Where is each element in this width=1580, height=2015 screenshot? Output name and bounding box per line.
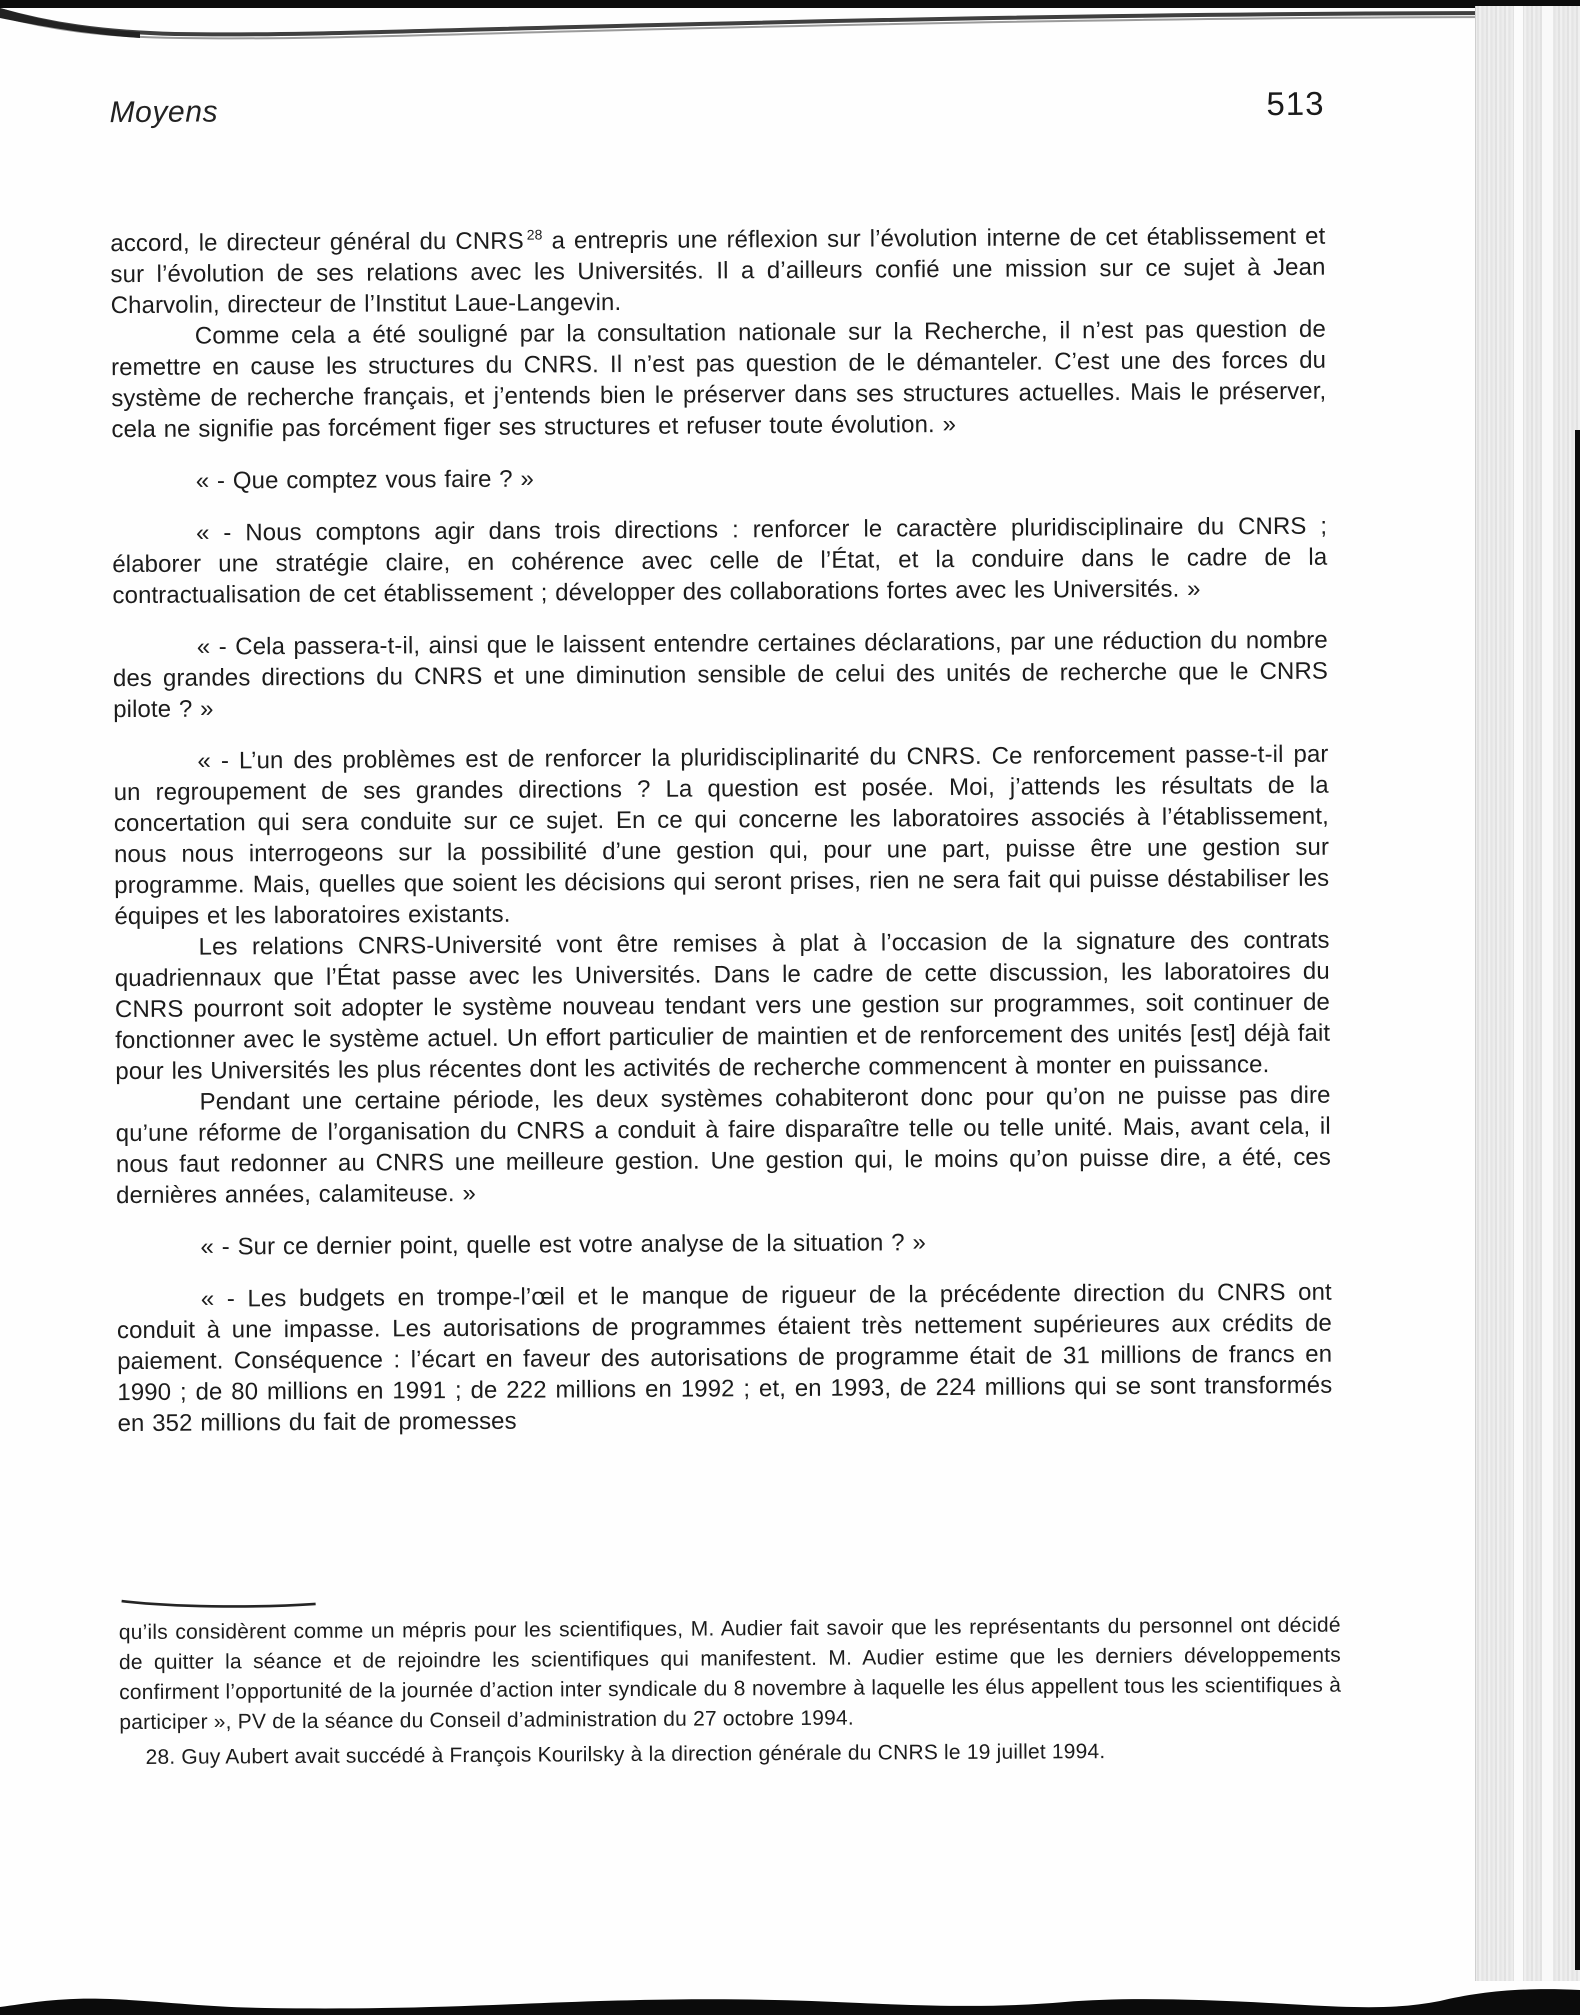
paragraph: « - Cela passera-t-il, ainsi que le laissent entendre certaines déclarations, par une réduction du nombre des grandes directions du CNRS et une diminution sensible de celui des unités de recherche que le CNRS pilote ? »: [112, 626, 1329, 724]
paragraph: Pendant une certaine période, les deux systèmes cohabiteront donc pour qu’on ne puisse pas dire qu’une réforme de l’organisation du CNRS a conduit à faire disparaître telle ou telle unité. Mais, avant cela, il nous faut redonner au CNRS une meilleure gestion. Une gestion qui, le moins qu’on puisse dire, a été, ces dernières années, calamiteuse. »: [115, 1081, 1332, 1210]
paragraph: « - Nous comptons agir dans trois directions : renforcer le caractère pluridisciplinaire du CNRS ; élaborer une stratégie claire, en cohérence avec celle de l’État, et la conduire dans le cadre de la contractualisation de cet établissement ; développer des collaborations fortes avec les Universités. »: [112, 512, 1328, 610]
paragraph: « - L’un des problèmes est de renforcer la pluridisciplinarité du CNRS. Ce renforcement passe-t-il par un regroupement de ses grandes directions ? La question est posée. Moi, j’attends les résultats de la concertation qui sera conduite sur ce sujet. En ce qui concerne les laboratoires associés à l’établissement, nous nous interrogeons sur la possibilité d’une gestion qui, pour une part, puisse être une gestion sur programme. Mais, quelles que soient les décisions qui seront prises, rien ne sera fait qui puisse déstabiliser les équipes et les laboratoires existants.: [113, 740, 1330, 931]
paragraph: [110, 221, 1326, 321]
section-title: Moyens: [109, 95, 219, 130]
paragraph: Les relations CNRS-Université vont être remises à plat à l’occasion de la signature des contrats quadriennaux que l’État passe avec les Universités. Dans le cadre de cette discussion, les laboratoires du CNRS pourront soit adopter le système nouveau tendant vers une gestion sur programmes, soit continuer de fonctionner avec le système actuel. Un effort particulier de maintien et de renforcement des unités [est] déjà fait pour les Universités les plus récentes dont les activités de recherche commencent à monter en puissance.: [114, 926, 1331, 1086]
paragraph: Comme cela a été souligné par la consultation nationale sur la Recherche, il n’est pas question de remettre en cause les structures du CNRS. Il n’est pas question de le démanteler. C’est une des forces du système de recherche français, et j’entends bien le préserver dans ses structures actuelles. Mais le préserver, cela ne signifie pas forcément figer ses structures et refuser toute évolution. »: [110, 315, 1327, 444]
paragraph: « - Sur ce dernier point, quelle est votre analyse de la situation ? »: [200, 1229, 926, 1261]
bottom-edge-artifact: [0, 1969, 1580, 2015]
page-number: 513: [1266, 84, 1325, 123]
footnote-28: 28. Guy Aubert avait succédé à François Kourilsky à la direction générale du CNRS le 19 juillet 1994.: [145, 1740, 1106, 1769]
footnote-reference: 28: [526, 226, 543, 243]
paragraph: « - Les budgets en trompe-l’œil et le manque de rigueur de la précédente direction du CNRS ont conduit à une impasse. Les autorisations de programmes étaient très nettement supérieures aux crédits de paiement. Conséquence : l’écart en faveur des autorisations de programme était de 31 millions de francs en 1990 ; de 80 millions en 1991 ; de 222 millions en 1992 ; et, en 1993, de 224 millions qui se sont transformés en 352 millions du fait de promesses: [116, 1278, 1333, 1438]
footnotes: [119, 1611, 1342, 1773]
paragraph: « - Que comptez vous faire ? »: [195, 465, 535, 495]
footnote-continuation: qu’ils considèrent comme un mépris pour les scientifiques, M. Audier fait savoir que les représentants du personnel ont décidé de quitter la séance et de rejoindre les scientifiques qui manifestent. M. Audier estime que les derniers développements confirment l’opportunité de la journée d’action inter syndicale du 8 novembre à laquelle les élus appellent tous les scientifiques à participer », PV de la séance du Conseil d’administration du 27 octobre 1994.: [118, 1613, 1342, 1735]
running-header: [109, 85, 1324, 130]
paragraph-text: a entrepris une réflexion sur l’évolution interne de cet établissement et sur l’évolution de ses relations avec les Universités. Il a d’ailleurs confié une mission sur ce sujet à Jean Charvolin, directeur de l’Institut Laue-Langevin.: [110, 222, 1326, 320]
body-text: [110, 221, 1332, 1439]
footnote-separator: [120, 1597, 320, 1612]
paragraph-text: accord, le directeur général du CNRS: [110, 227, 524, 258]
